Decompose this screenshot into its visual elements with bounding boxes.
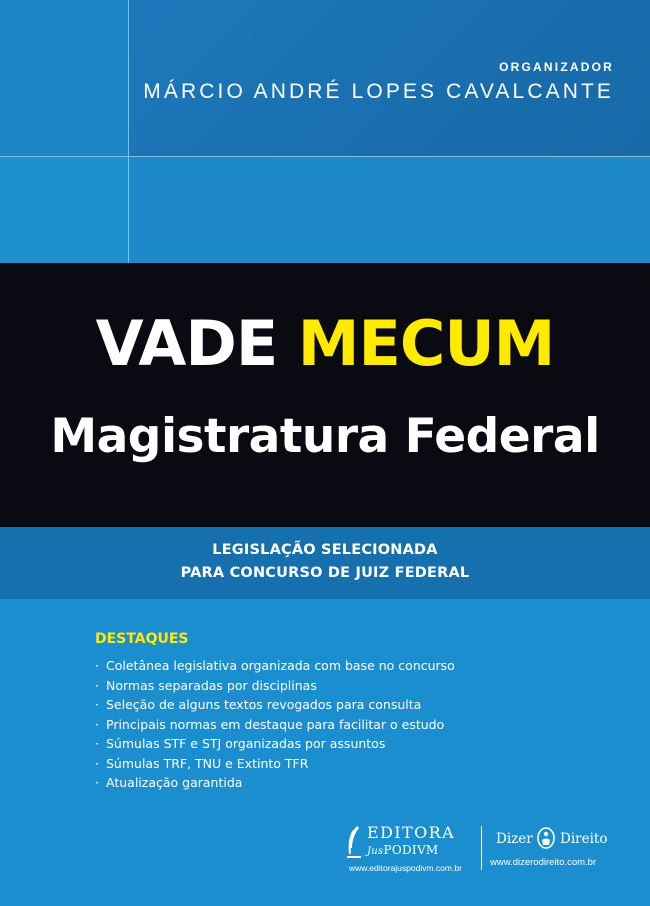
main-title [0, 304, 650, 384]
quill-icon [347, 826, 361, 860]
publisher-imprint [367, 843, 439, 859]
grid-panel [129, 157, 650, 263]
list-item-text: Principais normas em destaque para facilitar o estudo [106, 716, 445, 732]
divider-line [128, 0, 129, 263]
divider-line [0, 156, 650, 157]
publisher-url: www.editorajuspodivm.com.br [349, 863, 462, 873]
bullet-icon: · [95, 716, 99, 732]
list-item [95, 656, 455, 676]
list-item [95, 695, 455, 715]
list-item-text: Atualização garantida [106, 775, 243, 790]
partner-word-2: Direito [560, 831, 608, 847]
highlights-list [95, 656, 455, 793]
list-item-text: Normas separadas por disciplinas [106, 677, 317, 693]
imprint-name: PODIVM [383, 843, 439, 857]
publisher-name: EDITORA [367, 823, 456, 842]
title-subject: Magistratura Federal [50, 409, 600, 464]
bullet-icon: · [95, 677, 99, 693]
list-item-text: Súmulas STF e STJ organizadas por assuntos [106, 736, 386, 751]
list-item-text: Seleção de alguns textos revogados para consulta [106, 697, 422, 712]
list-item [95, 676, 455, 696]
list-item [95, 773, 455, 793]
author-name: MÁRCIO ANDRÉ LOPES CAVALCANTE [143, 80, 614, 103]
grid-panel [0, 0, 128, 156]
publisher-logo [347, 824, 472, 872]
logo-divider [481, 826, 482, 870]
title-word-mecum: MECUM [297, 307, 555, 380]
imprint-prefix: Jus [367, 846, 384, 857]
highlights-heading: DESTAQUES [95, 631, 189, 647]
bullet-icon: · [95, 658, 99, 673]
bullet-icon: · [95, 736, 99, 751]
subtitle-line-1: LEGISLAÇÃO SELECIONADA [212, 542, 438, 558]
partner-url: www.dizerodireito.com.br [490, 857, 597, 868]
list-item-text: Súmulas TRF, TNU e Extinto TFR [106, 755, 309, 771]
title-word-vade: VADE [95, 307, 278, 380]
list-item [95, 754, 455, 774]
subtitle-band [0, 527, 650, 599]
grid-panel [0, 157, 128, 263]
organizer-label: ORGANIZADOR [499, 60, 614, 74]
partner-word-1: Dizer [496, 831, 533, 847]
bullet-icon: · [95, 775, 99, 790]
title-band [0, 263, 650, 527]
list-item [95, 715, 455, 735]
list-item [95, 734, 455, 754]
subtitle-line-2: PARA CONCURSO DE JUIZ FEDERAL [180, 565, 470, 581]
top-section [0, 0, 650, 263]
bullet-icon: · [95, 755, 99, 771]
scales-emblem-icon [536, 826, 556, 852]
partner-logo [490, 826, 615, 872]
list-item-text: Coletânea legislativa organizada com base no concurso [106, 658, 455, 673]
bullet-icon: · [95, 697, 99, 712]
grid-panel [129, 0, 650, 156]
